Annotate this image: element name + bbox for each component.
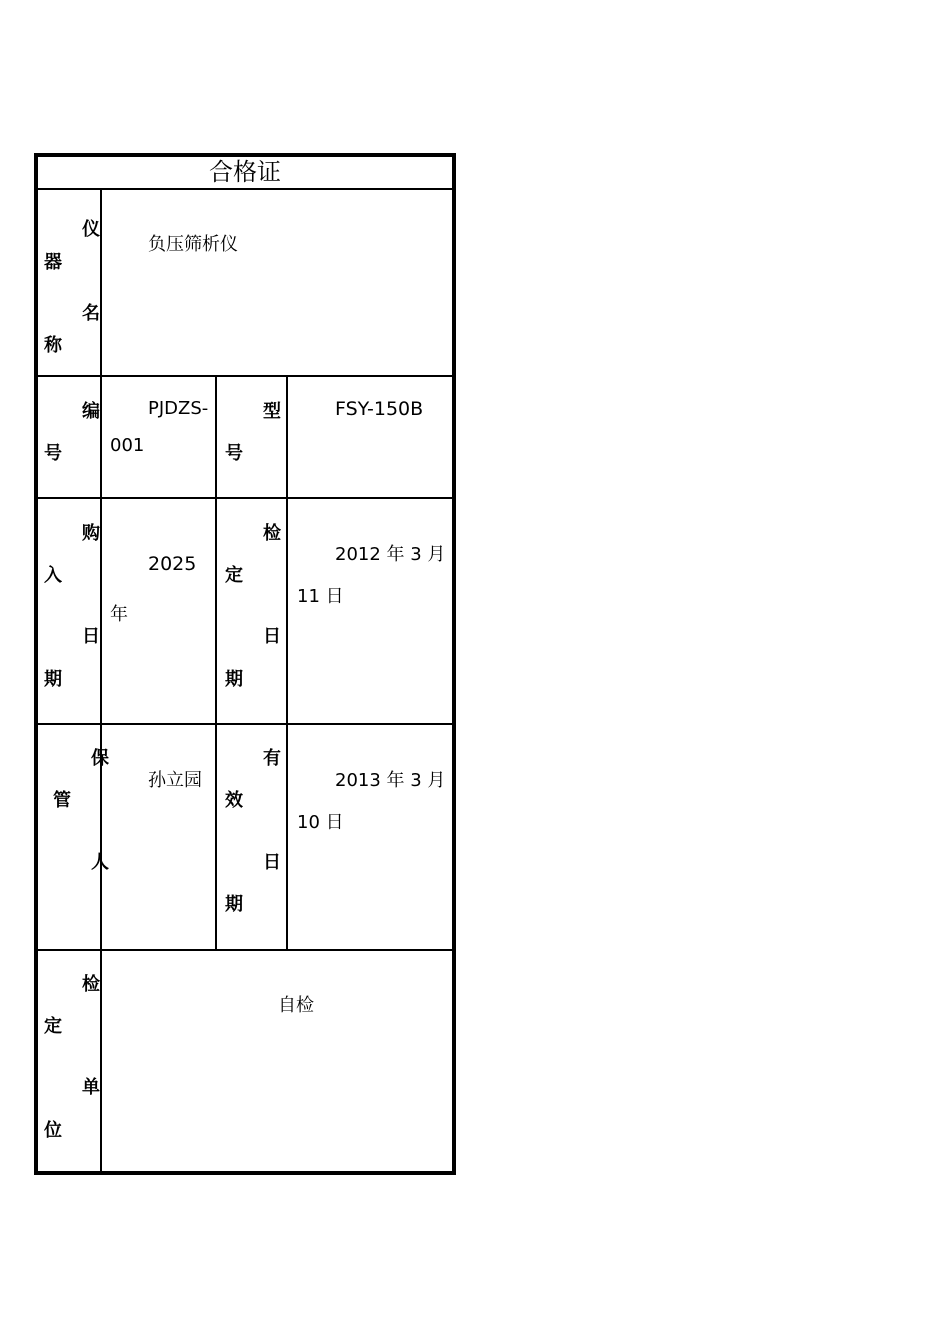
custodian-value: 孙立园 [148,770,202,791]
inspection-date-label-char-1: 检 [263,523,281,544]
certificate-title: 合格证 [209,158,281,186]
valid-date-value-line-1: 2013 年 3 月 [335,770,446,791]
instrument-name-label-char-1: 仪 [82,219,100,240]
inspection-date-value-line-2: 11 日 [297,586,344,607]
instrument-name-label-char-3: 名 [82,303,100,324]
inspection-date-label-char-4: 期 [225,669,243,690]
certificate-card [34,153,456,1175]
inspection-date-label-char-2: 定 [225,565,243,586]
custodian-label-char-3: 人 [91,852,109,873]
serial-number-label-char-1: 编 [82,401,100,422]
inspection-unit-label-char-1: 检 [82,974,100,995]
purchase-date-label-char-1: 购 [82,523,100,544]
inspection-unit-label-char-3: 单 [82,1077,100,1098]
valid-date-label-char-3: 日 [263,852,281,873]
model-label-char-1: 型 [263,401,281,422]
valid-date-label-char-4: 期 [225,894,243,915]
purchase-date-label-char-4: 期 [44,669,62,690]
valid-date-label-char-2: 效 [225,790,243,811]
model-label-char-2: 号 [225,443,243,464]
purchase-date-value-line-1: 2025 [148,553,197,575]
grid-line-label-column [100,188,102,1171]
instrument-name-value: 负压筛析仪 [148,234,238,255]
custodian-label-char-1: 保 [91,748,109,769]
inspection-unit-label-char-4: 位 [44,1120,62,1141]
inspection-date-value-line-1: 2012 年 3 月 [335,544,446,565]
inspection-date-label-char-3: 日 [263,626,281,647]
instrument-name-label-char-4: 称 [44,335,62,356]
custodian-label-char-2: 管 [53,790,71,811]
purchase-date-label-char-2: 入 [44,565,62,586]
grid-line-second-label-column [286,375,288,950]
model-value: FSY-150B [335,398,424,420]
purchase-date-label-char-3: 日 [82,626,100,647]
inspection-unit-label-char-2: 定 [44,1016,62,1037]
serial-number-value-line-2: 001 [110,435,145,456]
purchase-date-value-line-2: 年 [110,604,128,625]
grid-line-value-column [215,375,217,950]
instrument-name-label-char-2: 器 [44,252,62,273]
serial-number-value-line-1: PJDZS- [148,398,209,419]
valid-date-label-char-1: 有 [263,748,281,769]
inspection-unit-value: 自检 [278,995,314,1016]
valid-date-value-line-2: 10 日 [297,812,344,833]
serial-number-label-char-2: 号 [44,443,62,464]
